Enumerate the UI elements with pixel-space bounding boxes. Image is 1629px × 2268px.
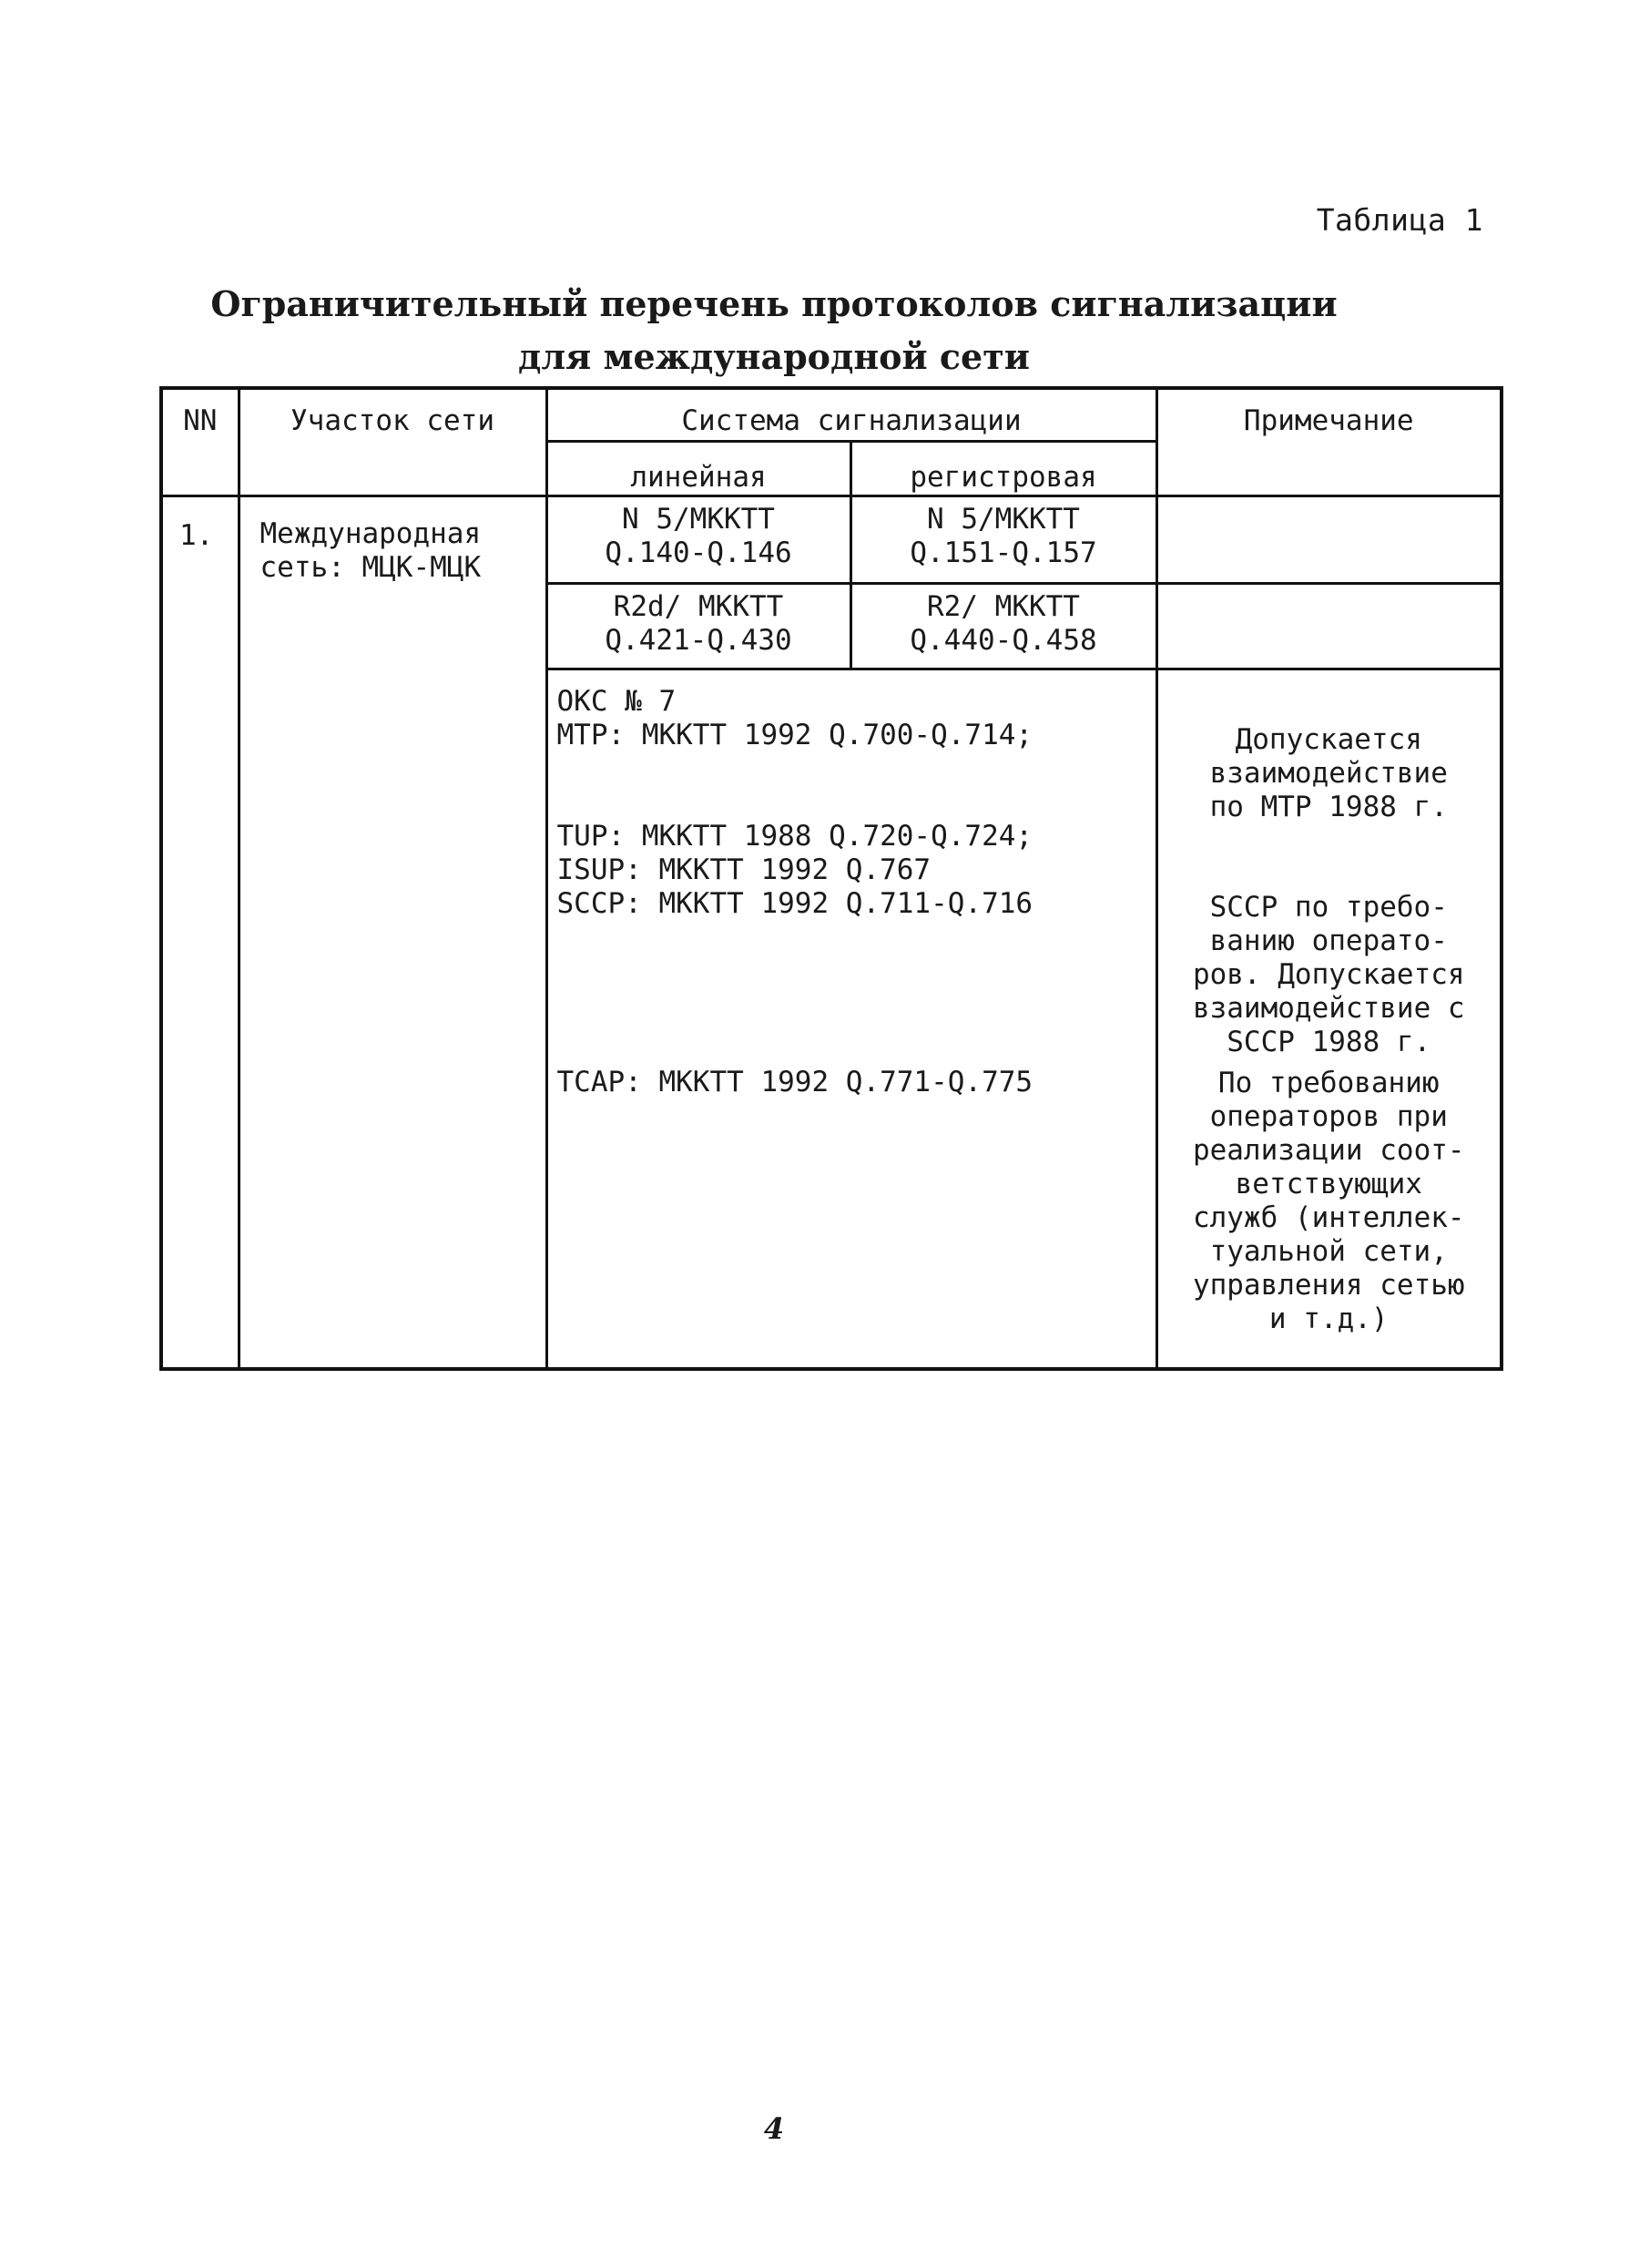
network-section [239,495,546,1369]
protocol-linear-2: R2d/ МККТТ Q.421-Q.430 [546,583,850,669]
note-mtp: Допускается взаимодействие по МТР 1988 г. [1209,722,1448,823]
note-empty-1 [1156,495,1502,583]
header-signaling-system: Система сигнализации [546,388,1156,441]
oks7-tcap: ТСАР: МККТТ 1992 Q.771-Q.775 [556,1065,1033,1098]
title-line-1: Ограничительный перечень протоколов сигнализации [210,283,1338,324]
note-tcap: По требованию операторов при реализации соот- ветствующих служб (интеллек- туальной сети, управления сетью и т.д.) [1192,1066,1465,1335]
row-number: 1. [161,495,239,1369]
protocol-register-2: R2/ МККТТ Q.440-Q.458 [850,583,1156,669]
header-section: Участок сети [239,388,546,495]
oks7-mtp: МТР: МККТТ 1992 Q.700-Q.714; [556,718,1033,751]
oks7-title: ОКС № 7 [556,684,677,718]
oks7-tup: TUP: МККТТ 1988 Q.720-Q.724; [556,819,1033,853]
header-register: регистровая [850,441,1156,495]
section-line-2: сеть: МЦК-МЦК [260,550,482,584]
header-nn: NN [161,388,239,495]
table-header-row [161,388,1502,441]
oks7-protocols [546,669,1156,1369]
header-note: Примечание [1156,388,1502,495]
title-line-2: для международной сети [518,336,1030,377]
oks7-sccp: SCCP: МККТТ 1992 Q.711-Q.716 [556,886,1033,920]
protocol-table [159,386,1503,1371]
table-row [161,495,1502,583]
table-label: Таблица 1 [1316,202,1483,238]
page-number: 4 [763,2111,785,2146]
oks7-isup: ISUP: МККТТ 1992 Q.767 [556,853,932,886]
header-linear: линейная [546,441,850,495]
document-title [0,278,1548,383]
oks7-notes [1156,669,1502,1369]
protocol-linear-1: N 5/МККТТ Q.140-Q.146 [546,495,850,583]
section-line-1: Международная [260,516,482,550]
note-sccp: SCCP по требо- ванию операто- ров. Допускается взаимодействие с SCCP 1988 г. [1192,890,1465,1058]
protocol-register-1: N 5/МККТТ Q.151-Q.157 [850,495,1156,583]
note-empty-2 [1156,583,1502,669]
